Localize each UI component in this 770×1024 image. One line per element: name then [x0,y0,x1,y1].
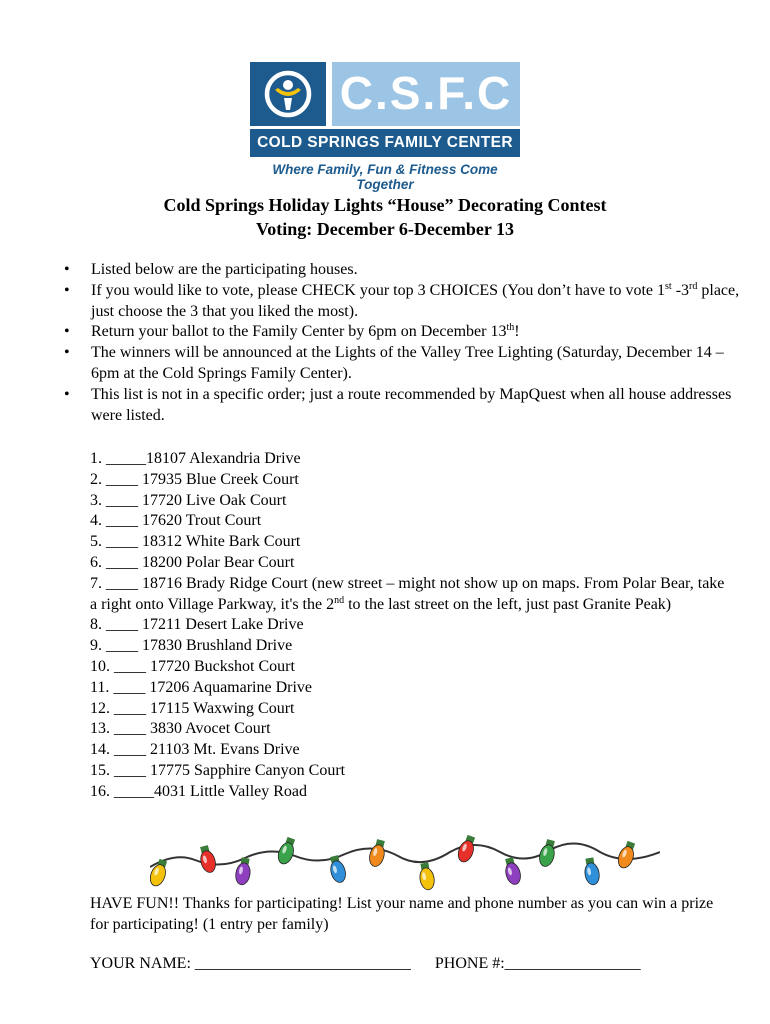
house-entry[interactable]: 9. ____ 17830 Brushland Drive [90,637,293,655]
light-bulb-icon [537,838,558,868]
house-entry[interactable] [90,574,730,616]
light-bulb-icon [367,838,388,868]
instruction-text: Return your ballot to the Family Center by 6pm on December 13 [91,323,507,341]
name-field[interactable]: YOUR NAME: ___________________________ [90,955,411,972]
light-bulb-icon [197,844,218,874]
superscript: rd [689,280,698,292]
instruction-text: The winners will be announced at the Lights of the Valley Tree Lighting (Saturday, December 14 – 6pm at the Cold Springs Family Center). [91,344,724,382]
house-entry[interactable]: 5. ____ 18312 White Bark Court [90,533,301,551]
voting-dates: Voting: December 6-December 13 [255,219,515,239]
light-bulb-icon [417,862,435,891]
house-entry-text: to the last street on the left, just past Granite Peak) [344,595,672,613]
house-entry[interactable]: 16. _____4031 Little Valley Road [90,782,308,800]
house-entry[interactable]: 4. ____ 17620 Trout Court [90,512,262,530]
superscript: nd [334,594,345,606]
logo-abbr-box [332,62,520,126]
light-bulb-icon [456,834,478,864]
instruction-item [60,260,740,281]
house-entry[interactable]: 12. ____ 17115 Waxwing Court [90,699,295,717]
superscript: th [506,322,515,334]
instruction-text: place, just choose the 3 that you liked the most). [91,281,740,320]
family-figure-icon [262,68,314,120]
contest-title: Cold Springs Holiday Lights “House” Decorating Contest [163,195,607,215]
house-entry[interactable]: 13. ____ 3830 Avocet Court [90,720,271,738]
phone-field[interactable]: PHONE #:_________________ [434,955,641,972]
house-entry[interactable]: 15. ____ 17775 Sapphire Canyon Court [90,761,346,779]
instruction-text: ! [514,323,520,341]
instruction-text: This list is not in a specific order; just a route recommended by MapQuest when all house addresses were listed. [91,385,732,424]
light-bulb-icon [150,858,170,888]
instruction-item [60,281,740,323]
instruction-text: -3 [671,281,690,299]
superscript: st [665,280,672,292]
house-entry[interactable]: 1. _____18107 Alexandria Drive [90,450,301,467]
house-entry[interactable]: 14. ____ 21103 Mt. Evans Drive [90,741,300,759]
logo-center-name: COLD SPRINGS FAMILY CENTER [250,129,520,157]
house-entry[interactable]: 8. ____ 17211 Desert Lake Drive [90,616,304,634]
house-entry[interactable]: 2. ____ 17935 Blue Creek Court [90,470,299,488]
house-entry[interactable]: 11. ____ 17206 Aquamarine Drive [90,678,313,696]
instruction-text: If you would like to vote, please CHECK your top 3 CHOICES (You don’t have to vote 1 [91,281,666,299]
house-ballot-list [90,449,730,803]
logo-tagline: Where Family, Fun & Fitness Come Together [272,162,498,192]
instruction-text: Listed below are the participating houses. [91,261,358,278]
light-bulb-icon [582,857,600,886]
holiday-lights-icon [150,822,660,892]
instruction-item [60,322,740,343]
house-entry[interactable]: 6. ____ 18200 Polar Bear Court [90,553,295,571]
house-entry[interactable]: 3. ____ 17720 Live Oak Court [90,491,287,509]
instruction-item [60,343,740,385]
light-bulb-icon [616,840,638,870]
house-entry-text: 7. ____ 18716 Brady Ridge Court (new street – might not show up on maps. From Polar Bear, take a right onto Village Parkway, it's the 2 [90,574,725,613]
instruction-item [60,385,740,427]
house-entry[interactable]: 10. ____ 17720 Buckshot Court [90,657,295,675]
participation-note: HAVE FUN!! Thanks for participating! List your name and phone number as you can win a prize for participating! (1 entry per family) [90,895,714,933]
instructions-list [60,260,740,426]
light-bulb-icon [276,836,298,866]
logo-icon-box [250,62,326,126]
light-bulb-icon [502,856,523,886]
logo-abbr: C.S.F.C [339,67,513,119]
csfc-logo [250,62,520,192]
signup-line [90,955,750,973]
